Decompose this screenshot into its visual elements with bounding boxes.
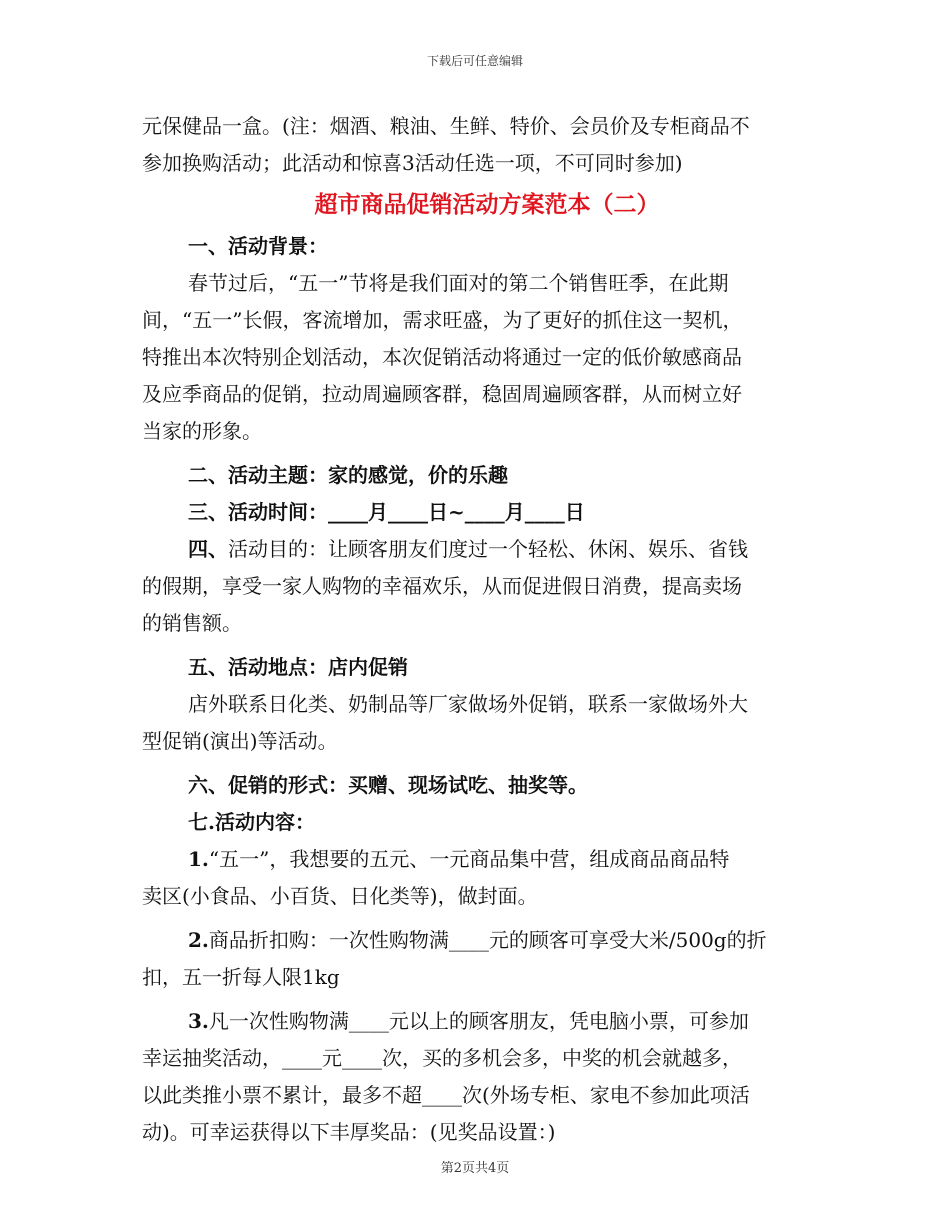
body-line: 当家的形象。 xyxy=(142,419,262,443)
body-line: 幸运抽奖活动，____元____次，买的多机会多，中奖的机会就越多， xyxy=(142,1046,742,1070)
body-line: 以此类推小票不累计，最多不超____次(外场专柜、家电不参加此项活 xyxy=(142,1083,750,1107)
item-number: 3. xyxy=(188,1009,209,1033)
body-text: 商品折扣购：一次性购物满____元的顾客可享受大米/500g的折 xyxy=(208,928,767,952)
body-text: “五一”，我想要的五元、一元商品集中营，组成商品商品特 xyxy=(208,847,730,871)
section-purpose xyxy=(142,531,814,568)
body-line: 扣，五一折每人限1kg xyxy=(142,965,340,989)
body-line: 元保健品一盒。(注：烟酒、粮油、生鲜、特价、会员价及专柜商品不 xyxy=(142,114,750,138)
body-line: 及应季商品的促销，拉动周遍顾客群，稳固周遍顾客群，从而树立好 xyxy=(142,382,742,406)
body-text: 活动目的：让顾客朋友们度过一个轻松、休闲、娱乐、省钱 xyxy=(228,537,748,561)
section-heading-background: 一、活动背景： xyxy=(188,234,328,258)
list-item xyxy=(142,841,814,878)
section-heading-form: 六、促销的形式：买赠、现场试吃、抽奖等。 xyxy=(188,773,588,797)
body-line: 的销售额。 xyxy=(142,611,242,635)
body-line: 卖区(小食品、小百货、日化类等)，做封面。 xyxy=(142,884,538,908)
body-line: 店外联系日化类、奶制品等厂家做场外促销，联系一家做场外大 xyxy=(188,692,748,716)
item-number: 1. xyxy=(188,847,209,871)
page-header: 下载后可任意编辑 xyxy=(426,54,523,68)
body-line: 特推出本次特别企划活动，本次促销活动将通过一定的低价敏感商品 xyxy=(142,345,742,369)
body-line: 间，“五一”长假，客流增加，需求旺盛，为了更好的抓住这一契机， xyxy=(142,308,743,332)
item-number: 2. xyxy=(188,928,209,952)
section-heading-location: 五、活动地点：店内促销 xyxy=(188,655,408,679)
page-footer: 第2页共4页 xyxy=(440,1161,510,1176)
body-text: 凡一次性购物满____元以上的顾客朋友，凭电脑小票，可参加 xyxy=(208,1009,749,1033)
section-heading-content: 七.活动内容： xyxy=(188,810,315,834)
body-line: 动)。可幸运获得以下丰厚奖品：(见奖品设置：) xyxy=(142,1120,556,1144)
list-item xyxy=(142,922,814,959)
document-body xyxy=(142,108,814,1151)
document-title: 超市商品促销活动方案范本（二） xyxy=(314,191,660,218)
section-heading-time: 三、活动时间：____月____日~____月____日 xyxy=(188,500,585,524)
body-line: 参加换购活动；此活动和惊喜3活动任选一项，不可同时参加) xyxy=(142,151,683,175)
section-heading-theme: 二、活动主题：家的感觉，价的乐趣 xyxy=(188,463,508,487)
body-line: 的假期，享受一家人购物的幸福欢乐，从而促进假日消费，提高卖场 xyxy=(142,574,742,598)
section-number: 四、 xyxy=(188,537,228,561)
list-item xyxy=(142,1003,814,1040)
body-line: 型促销(演出)等活动。 xyxy=(142,729,338,753)
body-line: 春节过后，“五一”节将是我们面对的第二个销售旺季，在此期 xyxy=(188,271,729,295)
